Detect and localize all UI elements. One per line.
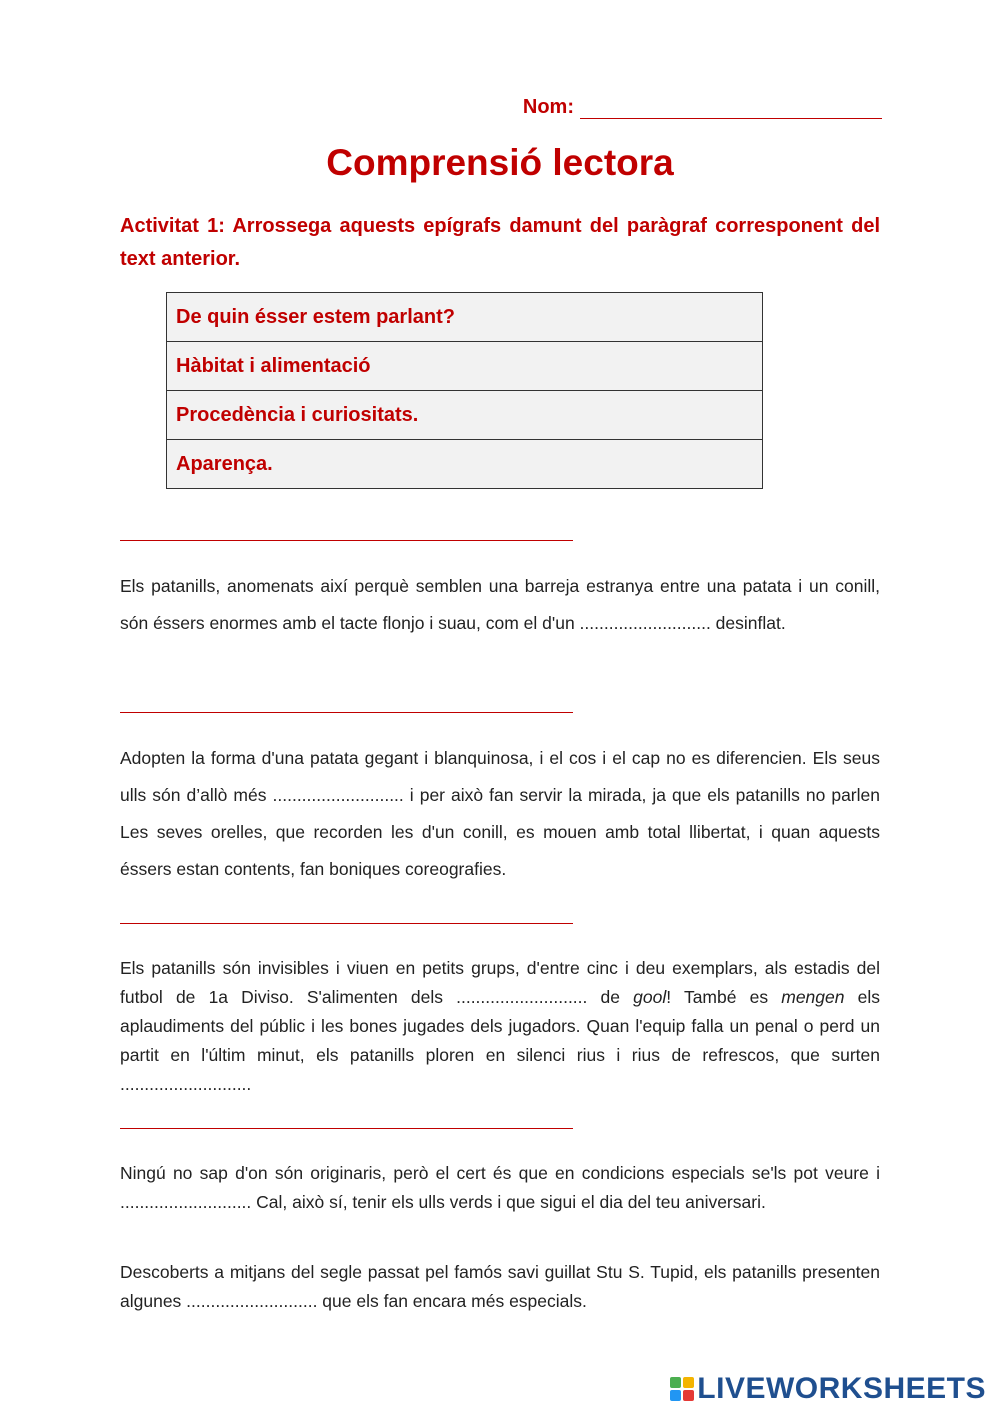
drop-target-2[interactable] — [120, 712, 573, 713]
paragraph-3-mengen: mengen — [781, 987, 845, 1007]
drop-target-1[interactable] — [120, 540, 573, 541]
paragraph-4: Ningú no sap d'on són originaris, però el cert és que en condicions especials se'ls pot veure i ........................... Cal, això sí, tenir els ulls verds i que sigui el dia del teu aniversari. — [120, 1163, 880, 1212]
drop-target-3[interactable] — [120, 923, 573, 924]
page-title: Comprensió lectora — [326, 142, 674, 183]
paragraph-2: Adopten la forma d'una patata gegant i blanquinosa, i el cos i el cap no es diferencien. Els seus ulls són d’allò més ........................... i per això fan servir la mirada, ja que els patanills no parlen Les seves orelles, que recorden les d'un conill, es mouen amb total llibertat, i quan aquests éssers estan contents, fan boniques coreografies. — [120, 748, 880, 879]
name-label: Nom: — [522, 96, 574, 118]
paragraph-3-part-a: Els patanills són invisibles i viuen en petits grups, d'entre cinc i deu exemplars, als estadis del futbol de 1a Diviso. S'alimenten dels ........................... de — [120, 958, 880, 1007]
name-input-line[interactable] — [580, 100, 882, 119]
drag-tag-2[interactable]: Hàbitat i alimentació — [167, 342, 763, 391]
drag-tag-4[interactable]: Aparença. — [167, 440, 763, 489]
drop-target-4[interactable] — [120, 1128, 573, 1129]
paragraph-5: Descoberts a mitjans del segle passat pel famós savi guillat Stu S. Tupid, els patanills presenten algunes ........................... que els fan encara més especials. — [120, 1262, 880, 1311]
paragraph-3-part-c: els aplaudiments del públic i les bones jugades dels jugadors. Quan l'equip falla un penal o perd un partit en l'últim minut, els patanills ploren en silenci rius i rius de refrescos, que surten ........................... — [120, 987, 881, 1094]
paragraph-1: Els patanills, anomenats així perquè semblen una barreja estranya entre una patata i un conill, són éssers enormes amb el tacte flonjo i suau, com el d'un ........................... desinflat. — [120, 576, 880, 633]
drag-tag-1[interactable]: De quin ésser estem parlant? — [167, 293, 763, 342]
paragraph-3-part-b: ! També es — [666, 987, 782, 1007]
liveworksheets-logo — [670, 1372, 986, 1406]
activity-instruction: Activitat 1: Arrossega aquests epígrafs damunt del paràgraf corresponent del text anterior. — [120, 215, 880, 270]
heading-tags-box — [166, 292, 763, 489]
logo-mark-icon — [670, 1377, 694, 1401]
logo-text: LIVEWORKSHEETS — [697, 1372, 986, 1405]
paragraph-3-gool: gool — [633, 987, 667, 1007]
name-field-row — [523, 96, 882, 119]
paragraph-3 — [120, 954, 880, 1099]
drag-tag-3[interactable]: Procedència i curiositats. — [167, 391, 763, 440]
